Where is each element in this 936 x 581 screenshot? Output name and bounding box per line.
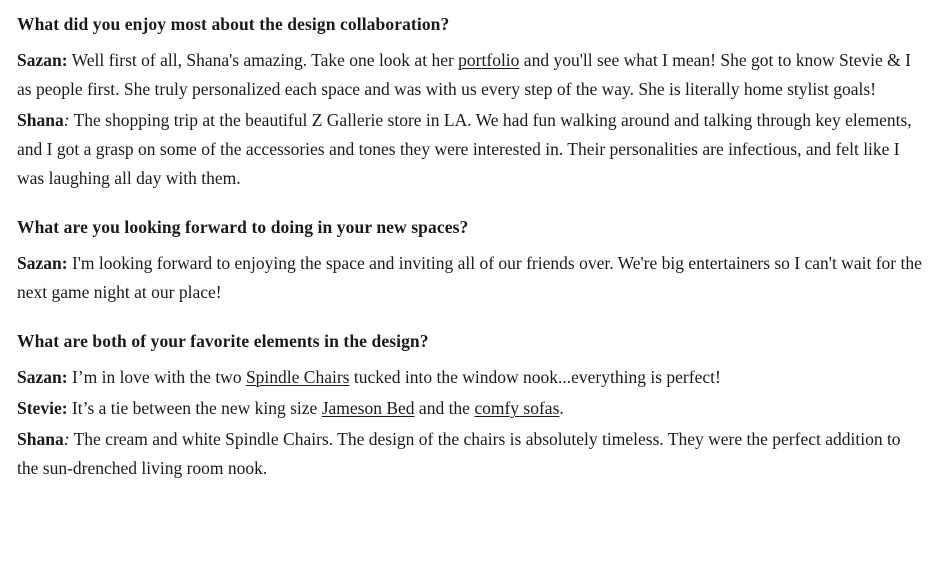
answer-paragraph <box>17 425 924 483</box>
answer-paragraph <box>17 394 924 423</box>
answer-text: Well first of all, Shana's amazing. Take one look at her <box>67 50 459 70</box>
speaker-name <box>17 367 68 387</box>
question-heading: What did you enjoy most about the design collaboration? <box>17 14 450 34</box>
spindle-chairs-link[interactable]: Spindle Chairs <box>245 367 350 387</box>
speaker-label: Sazan <box>17 367 62 387</box>
speaker-name <box>17 253 68 273</box>
section-spacer <box>17 195 924 217</box>
speaker-colon: : <box>61 398 68 418</box>
answer-paragraph <box>17 363 924 392</box>
comfy-sofas-link[interactable]: comfy sofas <box>474 398 560 418</box>
answer-text: I'm looking forward to enjoying the space and inviting all of our friends over. We're big entertainers so I can't wait for the next game night at our place! <box>17 253 922 302</box>
speaker-label: Stevie <box>17 398 62 418</box>
answer-text: I’m in love with the two <box>67 367 246 387</box>
speaker-colon: : <box>63 110 70 130</box>
qa-section-favorite-elements <box>17 331 924 483</box>
answer-text: and the <box>414 398 475 418</box>
speaker-name <box>17 110 70 130</box>
qa-section-collaboration <box>17 14 924 193</box>
answer-text: The cream and white Spindle Chairs. The design of the chairs is absolutely timeless. They were the perfect addition to the sun-drenched living room nook. <box>17 429 901 478</box>
answer-paragraph <box>17 46 924 104</box>
answer-text: tucked into the window nook...everything is perfect! <box>349 367 721 387</box>
jameson-bed-link[interactable]: Jameson Bed <box>321 398 415 418</box>
answer-text: The shopping trip at the beautiful Z Gallerie store in LA. We had fun walking around and talking through key elements, and I got a grasp on some of the accessories and tones they were interested in. Their personalities are infectious, and felt like I was laughing all day with them. <box>17 110 912 188</box>
speaker-colon: : <box>61 50 68 70</box>
question-heading: What are you looking forward to doing in your new spaces? <box>17 217 469 237</box>
answer-paragraph <box>17 249 924 307</box>
speaker-label: Shana <box>17 429 64 449</box>
question-heading: What are both of your favorite elements in the design? <box>17 331 429 351</box>
section-spacer <box>17 309 924 331</box>
speaker-name <box>17 50 68 70</box>
speaker-colon: : <box>61 367 68 387</box>
speaker-name <box>17 429 70 449</box>
answer-paragraph <box>17 106 924 193</box>
speaker-label: Shana <box>17 110 64 130</box>
speaker-colon: : <box>63 429 70 449</box>
speaker-label: Sazan <box>17 50 62 70</box>
qa-section-new-spaces <box>17 217 924 307</box>
speaker-colon: : <box>61 253 68 273</box>
speaker-name <box>17 398 68 418</box>
portfolio-link[interactable]: portfolio <box>458 50 520 70</box>
speaker-label: Sazan <box>17 253 62 273</box>
answer-text: It’s a tie between the new king size <box>67 398 322 418</box>
answer-text: . <box>559 398 564 418</box>
answer-text: and you'll see what I mean! She got to know Stevie & I as people first. She truly personalized each space and was with us every step of the way. She is literally home stylist goals! <box>17 50 911 99</box>
